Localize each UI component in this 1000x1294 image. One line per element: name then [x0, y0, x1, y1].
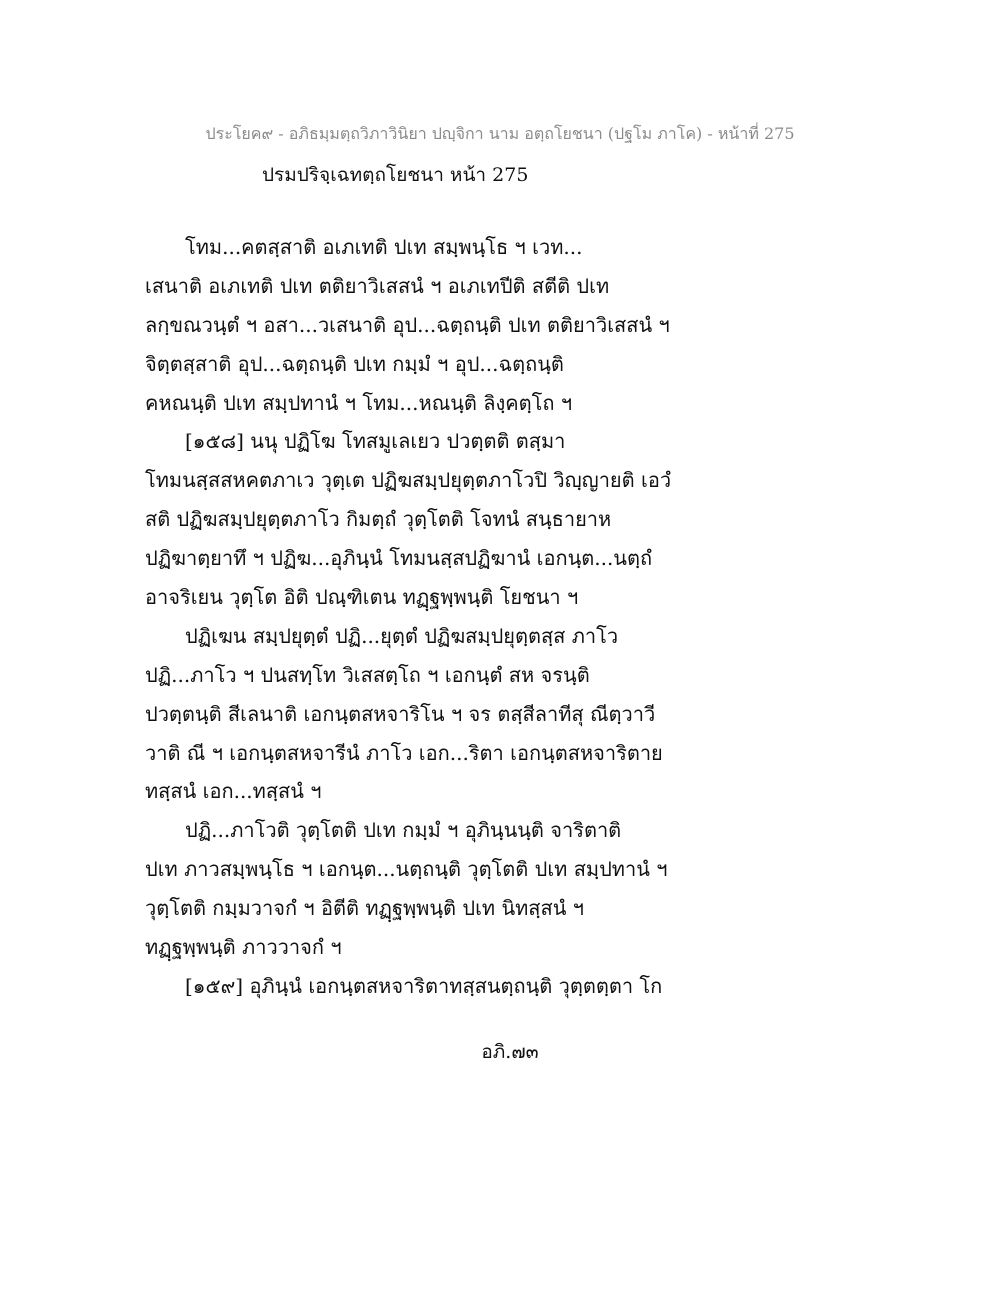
paragraph-158-start: [๑๕๘] นนุ ปฏิโฆ โทสมูเลเยว ปวตฺตติ ตสฺมา: [185, 429, 566, 454]
text-line: สติ ปฏิฆสมฺปยุตฺตภาโว กิมตฺถํ วุตฺโตติ โจทนํ สนฺธายาห: [145, 507, 612, 532]
running-header: ประโยค๙ - อภิธมฺมตฺถวิภาวินิยา ปญฺจิกา นาม อตฺถโยชนา (ปฐโม ภาโค) - หน้าที่ 275: [205, 124, 795, 143]
text-line: อาจริเยน วุตฺโต อิติ ปณฺฑิเตน ทฏฺฐพฺพนฺติ โยชนา ฯ: [145, 585, 579, 610]
text-line: ทสฺสนํ เอก...ทสฺสนํ ฯ: [145, 779, 322, 804]
text-line: ปเท ภาวสมฺพนฺโธ ฯ เอกนฺต...นตฺถนฺติ วุตฺโตติ ปเท สมฺปทานํ ฯ: [145, 857, 668, 882]
text-line: โทมนสฺสสหคตภาเว วุตฺเต ปฏิฆสมฺปยุตฺตภาโวปิ วิญฺญายติ เอวํ: [145, 468, 672, 493]
page-footer: [0, 1037, 1000, 1067]
text-line: ปวตฺตนฺติ สีเลนาติ เอกนฺตสหจาริโน ฯ จร ตสฺสีลาทีสุ ณีตฺวาวี: [145, 701, 656, 726]
text-line: ทฏฺฐพฺพนฺติ ภาววาจกํ ฯ: [145, 935, 342, 960]
text-line: เสนาติ อเภเทติ ปเท ตติยาวิเสสนํ ฯ อเภเทปีติ สตีติ ปเท: [145, 273, 610, 298]
body-text: [145, 228, 865, 1006]
footer-page-code: อภิ.๗๓: [481, 1041, 539, 1063]
text-line: ปฏิฆาตฺยาทึ ฯ ปฏิฆ...อุภินฺนํ โทมนสฺสปฏิฆานํ เอกนฺต...นตฺถํ: [145, 546, 653, 571]
text-line: ลกฺขณวนฺตํ ฯ อสา...วเสนาติ อุป...ฉตฺถนฺติ ปเท ตติยาวิเสสนํ ฯ: [145, 312, 670, 337]
text-line: คหณนฺติ ปเท สมฺปทานํ ฯ โทม...หณนฺติ ลิงฺคตฺโถ ฯ: [145, 390, 573, 415]
text-line: โทม...คตสฺสาติ อเภเทติ ปเท สมฺพนฺโธ ฯ เวท...: [185, 235, 583, 259]
text-line: ปฏิ...ภาโวติ วุตฺโตติ ปเท กมฺมํ ฯ อุภินฺนนฺติ จาริตาติ: [185, 818, 622, 843]
text-line: วุตฺโตติ กมฺมวาจกํ ฯ อิตีติ ทฏฺฐพฺพนฺติ ปเท นิทสฺสนํ ฯ: [145, 896, 584, 921]
text-line: ปฏิเฆน สมฺปยุตฺตํ ปฏิ...ยุตฺตํ ปฏิฆสมฺปยุตฺตสฺส ภาโว: [185, 623, 619, 648]
paragraph-159-start: [๑๕๙] อุภินฺนํ เอกนฺตสหจาริตาทสฺสนตฺถนฺติ วุตฺตตฺตา โก: [185, 973, 663, 998]
page-title: ปรมปริจฺเฉทตฺถโยชนา หน้า 275: [262, 164, 529, 186]
text-line: ปฏิ...ภาโว ฯ ปนสทฺโท วิเสสตฺโถ ฯ เอกนฺตํ สห จรนฺติ: [145, 662, 590, 687]
text-line: จิตฺตสฺสาติ อุป...ฉตฺถนฺติ ปเท กมฺมํ ฯ อุป...ฉตฺถนฺติ: [145, 351, 564, 376]
text-line: วาติ ณี ฯ เอกนฺตสหจารีนํ ภาโว เอก...ริตา เอกนฺตสหจาริตาย: [145, 740, 663, 765]
